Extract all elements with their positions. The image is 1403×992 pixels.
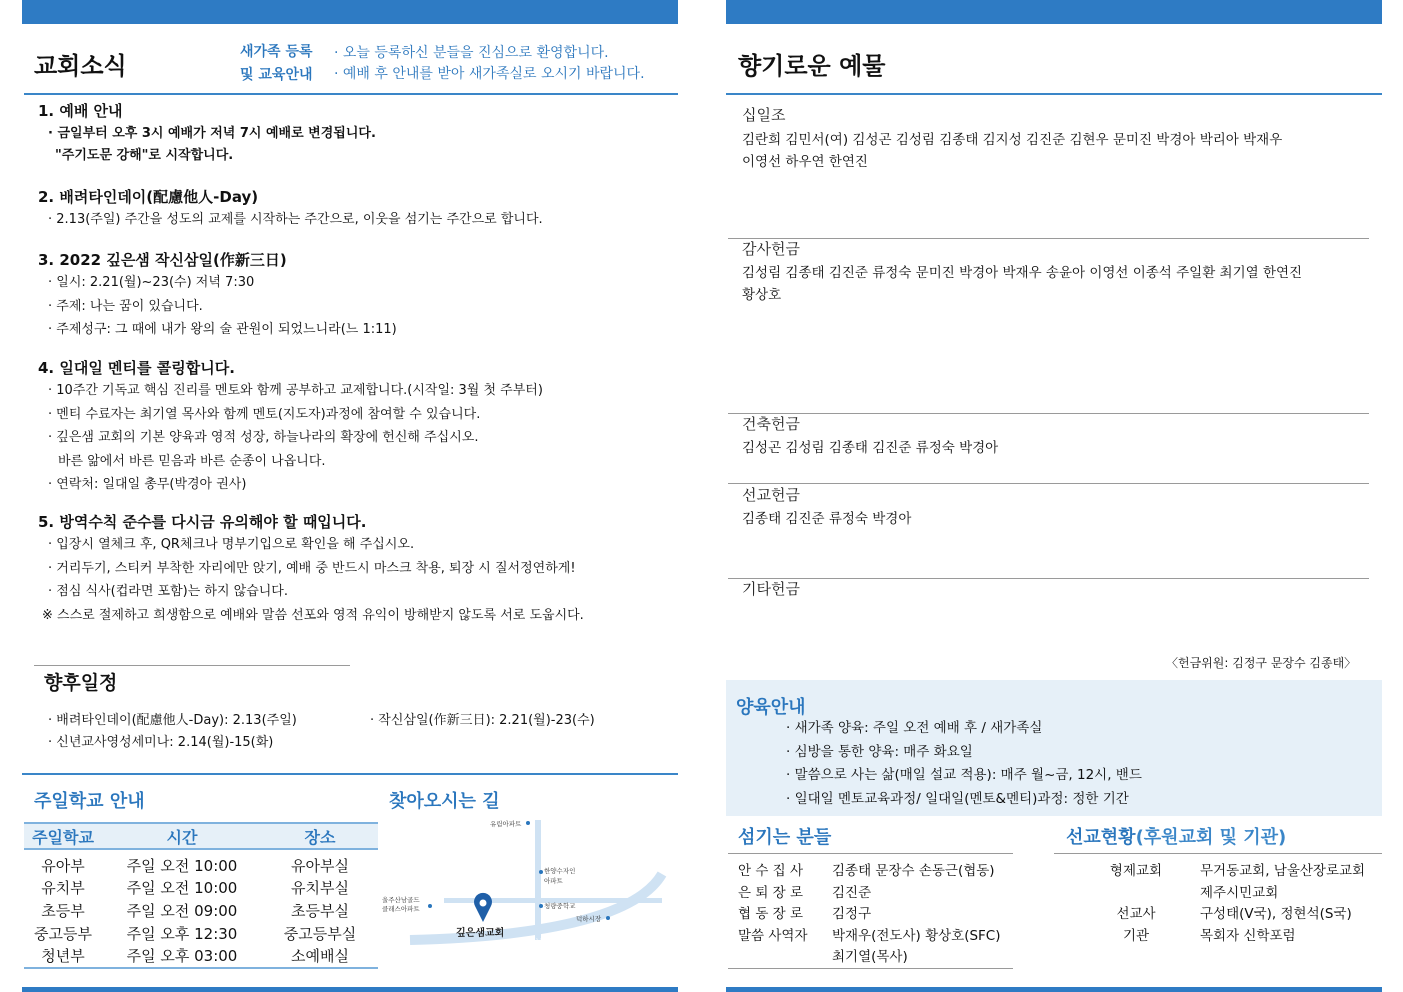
map-title: 찾아오시는 길 xyxy=(389,791,500,812)
news-title-rule xyxy=(24,93,678,95)
table-row xyxy=(738,945,1022,967)
table-cell: 초등부 xyxy=(41,901,85,920)
sunday-school-table xyxy=(24,822,378,969)
table-cell: 주일 오전 10:00 xyxy=(126,856,238,875)
table-cell: 초등부실 xyxy=(291,901,349,920)
schedule-item: · 신년교사영성세미나: 2.14(월)-15(화) xyxy=(48,735,274,750)
mission-names: 구성태(V국), 정현석(S국) xyxy=(1200,906,1352,922)
news-section-2 xyxy=(38,186,543,232)
server-role: 말씀 사역자 xyxy=(738,927,808,944)
table-row xyxy=(24,849,378,877)
table-row xyxy=(24,899,378,922)
table-header: 장소 xyxy=(304,827,336,847)
section-line: · 10주간 기독교 핵심 진리를 멘토와 함께 공부하고 교제합니다.(시작일: 3월 첫 주부터) xyxy=(48,383,543,398)
education-line: · 말씀으로 사는 삶(매일 설교 적용): 매주 월~금, 12시, 밴드 xyxy=(786,767,1142,783)
top-bar-right xyxy=(726,0,1382,24)
missions-table xyxy=(1072,859,1382,945)
map-marker xyxy=(539,870,543,874)
section-line: · 주제성구: 그 때에 내가 왕의 술 관원이 되었느니라(느 1:11) xyxy=(48,322,397,337)
map-label-left-b: 클래스아파트 xyxy=(382,905,420,913)
map-label-apt2b: 아파트 xyxy=(544,877,563,885)
server-names: 박재우(전도사) 황상호(SFC) xyxy=(832,927,1001,944)
missions-rule xyxy=(1054,853,1382,854)
section-heading: 2. 배려타인데이(配慮他人-Day) xyxy=(38,188,259,206)
table-cell: 유치부 xyxy=(41,879,85,898)
table-row xyxy=(24,877,378,900)
mission-category: 선교사 xyxy=(1116,906,1156,922)
server-role: 은 퇴 장 로 xyxy=(738,884,804,901)
newfamily-line-1: · 오늘 등록하신 분들을 진심으로 환영합니다. xyxy=(334,45,609,61)
servers-table xyxy=(738,859,1022,967)
section-line: · 입장시 열체크 후, QR체크나 명부기입으로 확인을 해 주십시오. xyxy=(48,537,415,552)
offering-other xyxy=(742,578,1372,600)
offering-building xyxy=(742,413,1372,460)
offering-tithe xyxy=(742,104,1372,173)
section-line: ※ 스스로 절제하고 희생함으로 예배와 말씀 선포와 영적 유익이 방해받지 않도록 서로 도웁시다. xyxy=(42,607,584,623)
section-line: · 깊은샘 교회의 기본 양육과 영적 성장, 하늘나라의 확장에 헌신해 주십시오. xyxy=(48,430,479,445)
news-section-5 xyxy=(38,511,584,627)
education-lines xyxy=(786,717,1142,811)
news-title: 교회소식 xyxy=(34,52,127,80)
section-line: "주기도문 강해"로 시작합니다. xyxy=(55,148,234,163)
table-row xyxy=(1072,902,1382,924)
map-label-apt2a: 한양수자인 xyxy=(544,867,576,875)
offering-names: 김성곤 김성림 김종태 김진준 류정숙 박경아 xyxy=(742,440,999,456)
education-title: 양육안내 xyxy=(736,697,806,718)
mission-names: 목회자 신학포럼 xyxy=(1200,927,1296,944)
offering-committee: 〈헌금위원: 김정구 문장수 김종태〉 xyxy=(1166,656,1357,670)
server-role xyxy=(738,945,832,967)
newfamily-label-2: 및 교육안내 xyxy=(240,67,313,83)
offering-title-rule xyxy=(726,93,1382,95)
sunday-school-rule xyxy=(22,773,678,775)
offering-mission xyxy=(742,484,1372,531)
table-header: 시간 xyxy=(166,827,198,847)
table-cell: 소예배실 xyxy=(291,947,349,966)
section-heading: 1. 예배 안내 xyxy=(38,102,123,120)
table-row xyxy=(1072,924,1382,946)
offering-names: 김성림 김종태 김진준 류정숙 문미진 박경아 박재우 송윤아 이영선 이종석 주일환 최기열 한연진 xyxy=(742,265,1303,281)
map-label-road2: 청량읍 거리 xyxy=(589,928,632,945)
table-cell: 중고등부 xyxy=(34,924,92,943)
table-row xyxy=(1072,859,1382,881)
section-line: · 연락처: 일대일 총무(박경아 권사) xyxy=(48,477,247,492)
section-line: · 일시: 2.21(월)~23(수) 저녁 7:30 xyxy=(48,275,255,290)
missions-title-sub: (후원교회 및 기관) xyxy=(1135,827,1287,848)
map-drawing xyxy=(380,812,678,964)
offering-thanks xyxy=(742,238,1372,306)
map-marker xyxy=(539,904,543,908)
table-row xyxy=(738,859,1022,881)
education-line: · 일대일 멘토교육과정/ 일대일(멘토&멘티)과정: 정한 기간 xyxy=(786,790,1129,807)
offering-category: 기타헌금 xyxy=(742,580,800,598)
table-cell: 주일 오후 12:30 xyxy=(126,924,238,943)
section-line: 바른 앎에서 바른 믿음과 바른 순종이 나옵니다. xyxy=(58,453,326,469)
table-cell: 주일 오전 10:00 xyxy=(126,879,238,898)
mission-names: 무거동교회, 남울산장로교회 xyxy=(1200,863,1366,879)
server-names: 김진준 xyxy=(832,884,872,901)
map-label-school: 청량중학교 xyxy=(544,902,576,910)
bottom-bar-left xyxy=(22,987,678,992)
section-line: · 주제: 나는 꿈이 있습니다. xyxy=(48,298,203,314)
table-row xyxy=(24,922,378,945)
education-line: · 심방을 통한 양육: 매주 화요일 xyxy=(786,743,973,760)
mission-category: 형제교회 xyxy=(1109,863,1163,879)
education-box xyxy=(726,680,1382,816)
offering-category: 선교헌금 xyxy=(742,486,800,504)
schedule-rule xyxy=(34,665,350,666)
map-label-road1: 울산신문로 xyxy=(515,936,555,950)
table-cell: 청년부 xyxy=(41,947,85,966)
section-line: · 멘티 수료자는 최기열 목사와 함께 멘토(지도자)과정에 참여할 수 있습니다. xyxy=(48,406,481,422)
location-map xyxy=(380,812,678,964)
server-role: 안 수 집 사 xyxy=(738,863,804,879)
section-line: · 점심 식사(컵라면 포함)는 하지 않습니다. xyxy=(48,584,288,599)
table-cell: 주일 오후 03:00 xyxy=(126,947,238,966)
offering-title: 향기로운 예물 xyxy=(738,52,886,80)
servers-rule xyxy=(728,853,1013,854)
servers-bottom-rule xyxy=(728,968,1013,969)
offering-names: 황상호 xyxy=(742,286,782,303)
top-bar-left xyxy=(22,0,678,24)
offering-names: 김란희 김민서(여) 김성곤 김성림 김종태 김지성 김진준 김현우 문미진 박경아 박리아 박재우 xyxy=(742,132,1283,148)
news-section-1 xyxy=(38,100,376,167)
table-row xyxy=(738,924,1022,946)
missions-title-main: 선교현황 xyxy=(1066,827,1136,848)
server-names: 김종태 문장수 손동근(협동) xyxy=(832,863,995,879)
table-header: 주일학교 xyxy=(32,827,94,847)
section-heading: 5. 방역수칙 준수를 다시금 유의해야 할 때입니다. xyxy=(38,513,367,531)
server-names: 김정구 xyxy=(832,906,872,922)
schedule-item: · 작신삼일(作新三日): 2.21(월)-23(수) xyxy=(370,713,595,728)
bottom-bar-right xyxy=(726,987,1382,992)
table-cell: 중고등부실 xyxy=(283,924,357,943)
offering-names: 김종태 김진준 류정숙 박경아 xyxy=(742,511,912,527)
table-cell: 유아부실 xyxy=(291,856,349,875)
map-marker xyxy=(606,916,610,920)
table-row xyxy=(24,944,378,968)
offering-category: 건축헌금 xyxy=(742,415,800,433)
server-names: 최기열(목사) xyxy=(832,949,908,965)
table-row xyxy=(738,902,1022,924)
mission-category: 기관 xyxy=(1122,927,1150,944)
map-label-apt1: 유림아파트 xyxy=(490,820,522,828)
servers-title: 섬기는 분들 xyxy=(738,827,832,848)
table-header-row xyxy=(24,823,378,849)
map-label-market: 덕하시장 xyxy=(576,915,602,923)
offering-category: 십일조 xyxy=(742,106,786,124)
section-heading: 3. 2022 깊은샘 작신삼일(作新三日) xyxy=(38,251,287,269)
section-line: · 금일부터 오후 3시 예배가 저녁 7시 예배로 변경됩니다. xyxy=(48,126,376,141)
table-cell: 유치부실 xyxy=(291,879,349,898)
church-pin-icon xyxy=(474,893,492,922)
offering-category: 감사헌금 xyxy=(742,240,800,258)
section-heading: 4. 일대일 멘티를 콜링합니다. xyxy=(38,359,235,377)
map-marker xyxy=(428,904,432,908)
section-line: · 2.13(주일) 주간을 성도의 교제를 시작하는 주간으로, 이웃을 섬기는 주간으로 합니다. xyxy=(48,212,543,227)
table-cell: 주일 오전 09:00 xyxy=(126,901,238,920)
mission-category xyxy=(1072,881,1200,903)
schedule-title: 향후일정 xyxy=(44,672,118,694)
table-row xyxy=(738,881,1022,903)
section-line: · 거리두기, 스티커 부착한 자리에만 앉기, 예배 중 반드시 마스크 착용, 퇴장 시 질서정연하게! xyxy=(48,560,576,576)
newfamily-label-1: 새가족 등록 xyxy=(240,44,313,60)
map-label-church: 깊은샘교회 xyxy=(456,928,505,939)
education-line: · 새가족 양육: 주일 오전 예배 후 / 새가족실 xyxy=(786,720,1043,736)
table-row xyxy=(1072,881,1382,903)
sunday-school-title: 주일학교 안내 xyxy=(34,791,145,812)
newfamily-line-2: · 예배 후 안내를 받아 새가족실로 오시기 바랍니다. xyxy=(334,66,645,82)
mission-names: 제주시민교회 xyxy=(1200,884,1279,901)
table-cell: 유아부 xyxy=(41,856,85,875)
news-section-4 xyxy=(38,357,543,497)
news-section-3 xyxy=(38,249,397,342)
offering-names: 이영선 하우연 한연진 xyxy=(742,153,868,170)
map-marker xyxy=(526,821,530,825)
missions-title xyxy=(1066,823,1286,849)
map-label-left-a: 울주산남골드 xyxy=(382,896,420,904)
schedule-item: · 배려타인데이(配慮他人-Day): 2.13(주일) xyxy=(48,713,297,728)
server-role: 협 동 장 로 xyxy=(738,906,804,922)
